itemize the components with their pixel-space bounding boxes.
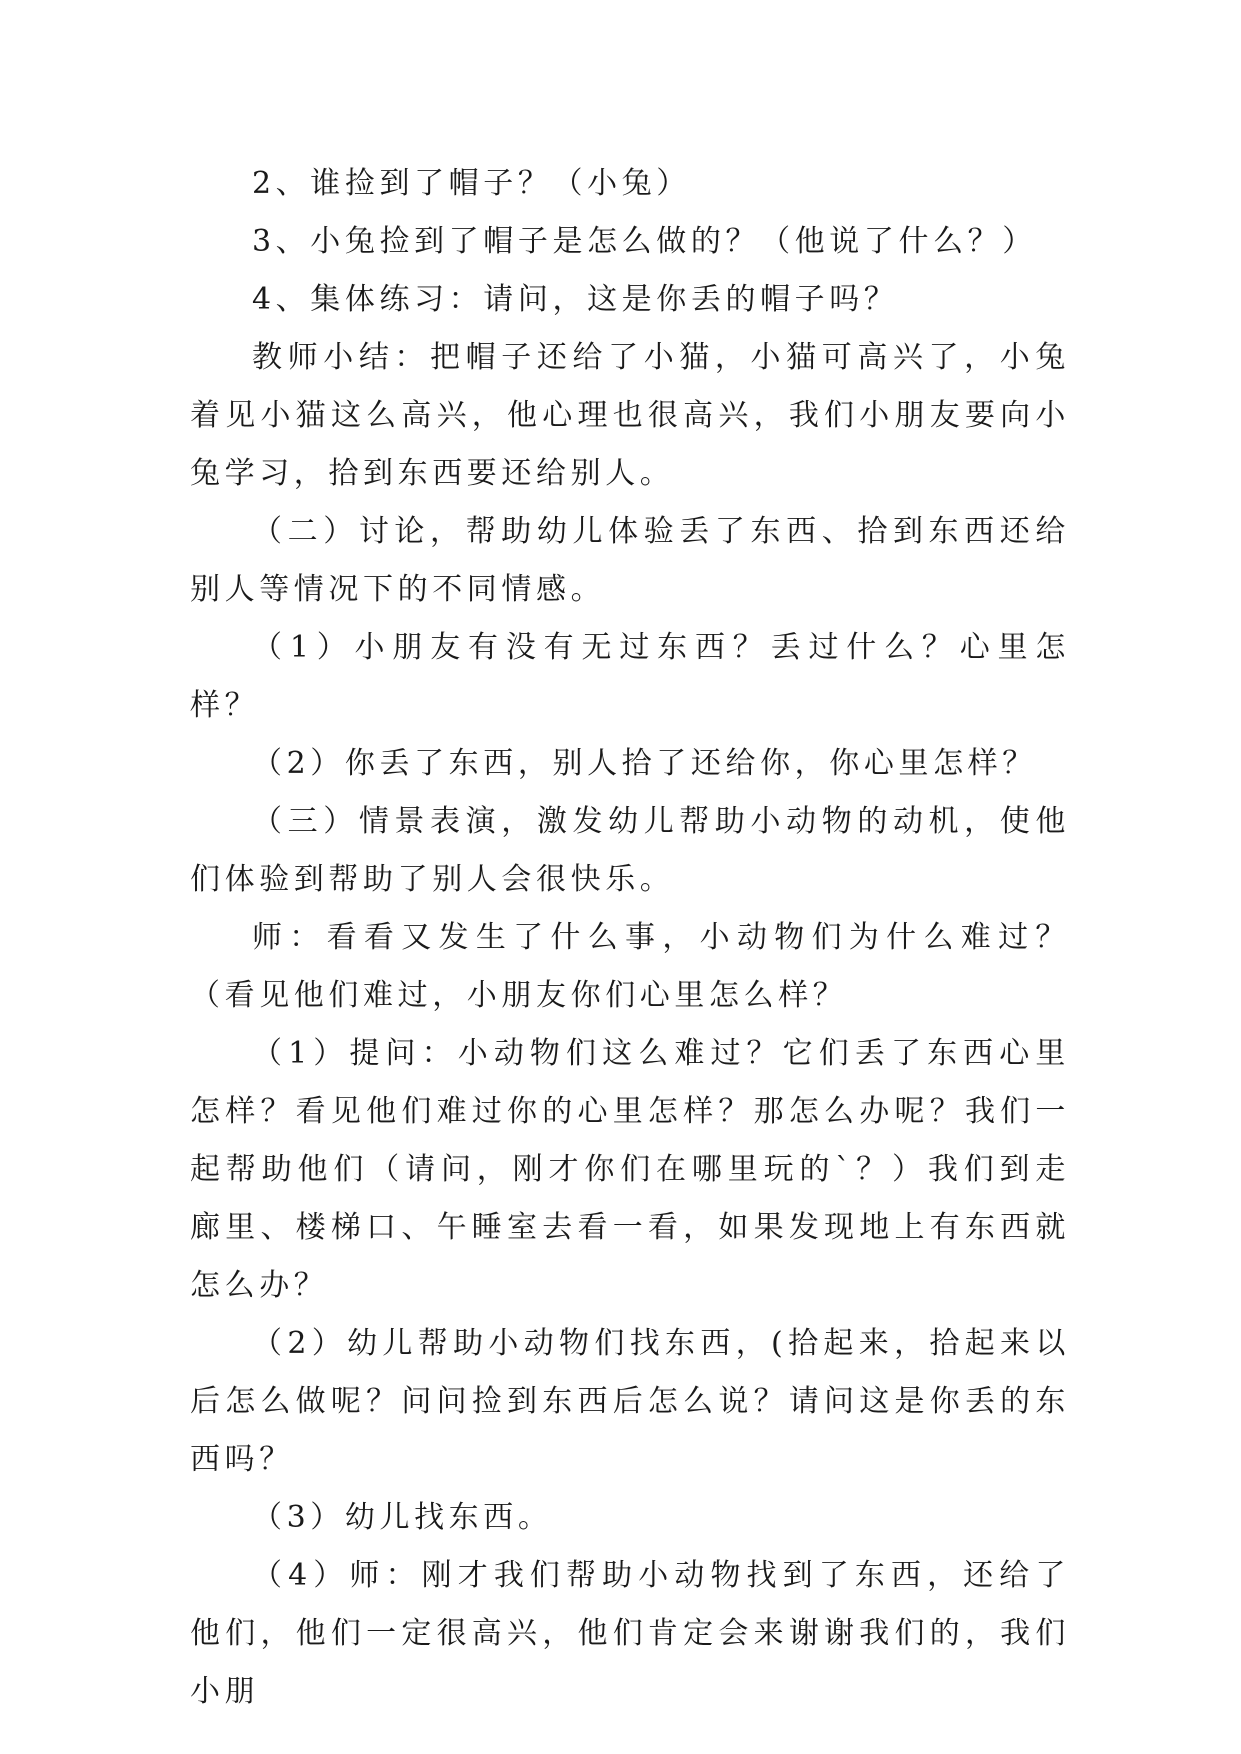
paragraph-6: （1）小朋友有没有无过东西？丢过什么？心里怎样？	[190, 630, 1070, 723]
paragraph-10: （1）提问：小动物们这么难过？它们丢了东西心里怎样？看见他们难过你的心里怎样？那怎么办呢？我们一起帮助他们（请问，刚才你们在哪里玩的`？）我们到走廊里、楼梯口、午睡室去看一看，如果发现地上有东西就怎么办？	[190, 1036, 1070, 1303]
paragraph-1: 2、谁捡到了帽子？（小兔）	[252, 166, 691, 201]
paragraph-2: 3、小兔捡到了帽子是怎么做的？（他说了什么？）	[252, 224, 1037, 259]
paragraph-3: 4、集体练习：请问，这是你丢的帽子吗？	[252, 282, 899, 317]
paragraph-8: （三）情景表演，激发幼儿帮助小动物的动机，使他们体验到帮助了别人会很快乐。	[190, 804, 1070, 897]
paragraph-7: （2）你丢了东西，别人拾了还给你，你心里怎样？	[252, 746, 1037, 781]
paragraph-12: （3）幼儿找东西。	[252, 1500, 553, 1535]
paragraph-11: （2）幼儿帮助小动物们找东西，(拾起来，拾起来以后怎么做呢？问问捡到东西后怎么说？请问这是你丢的东西吗？	[190, 1326, 1070, 1477]
paragraph-9: 师：看看又发生了什么事，小动物们为什么难过？（看见他们难过，小朋友你们心里怎么样？	[190, 920, 1070, 1013]
paragraph-13: （4）师：刚才我们帮助小动物找到了东西，还给了他们，他们一定很高兴，他们肯定会来谢谢我们的，我们小朋	[190, 1558, 1070, 1709]
paragraph-5: （二）讨论，帮助幼儿体验丢了东西、拾到东西还给别人等情况下的不同情感。	[190, 514, 1070, 607]
document-body	[190, 155, 1070, 1721]
paragraph-4: 教师小结：把帽子还给了小猫，小猫可高兴了，小兔着见小猫这么高兴，他心理也很高兴，我们小朋友要向小兔学习，拾到东西要还给别人。	[190, 340, 1070, 491]
